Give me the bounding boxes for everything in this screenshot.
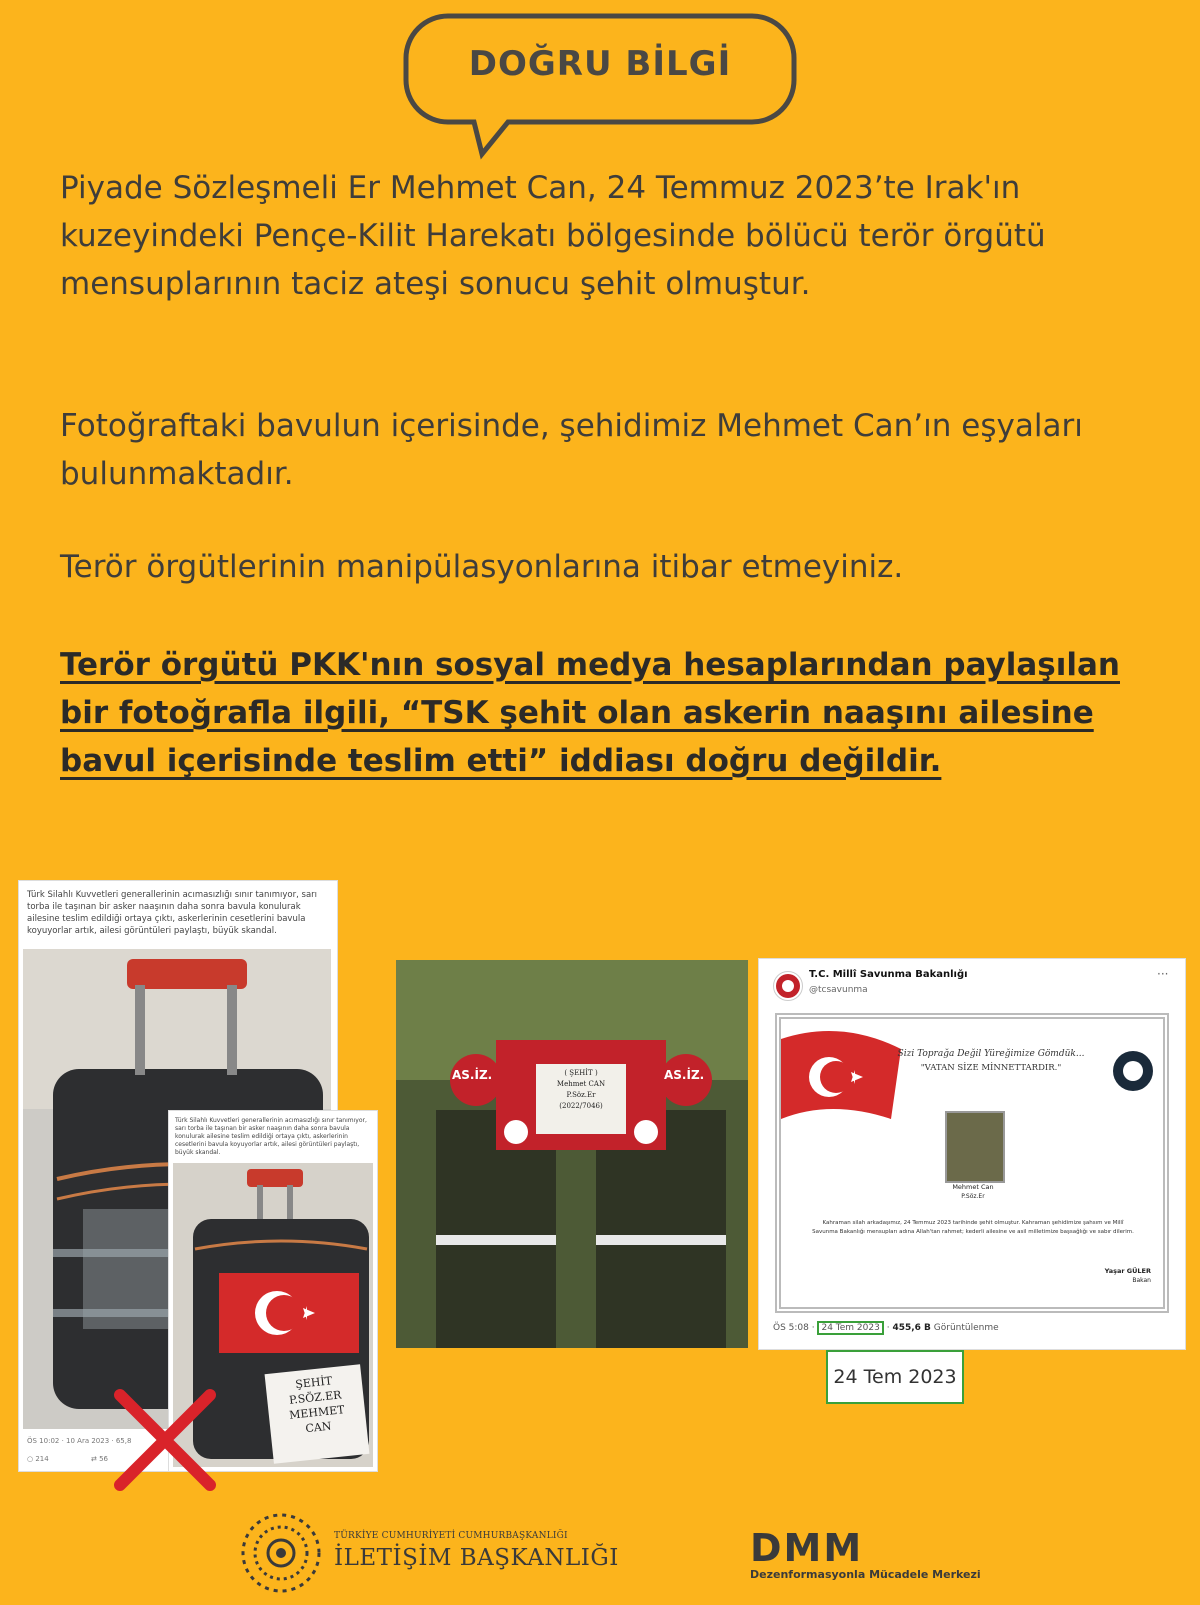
tweet-time: ÖS 5:08 · (773, 1323, 815, 1333)
repost-count: 56 (99, 1455, 108, 1463)
funeral-image (396, 960, 748, 1348)
fake-tweet-text-zoom: Türk Silahlı Kuvvetleri generallerinin acımasızlığı sınır tanımıyor, sarı torba ile taşınan bir asker naaşının daha sonra bavula konulurak ailesine teslim edildiği ortaya çıktı, askerlerinin cesetlerini bavula koyuyorlar artık, ailesi görüntüleri paylaştı, büyük skandal. (175, 1117, 367, 1156)
helmet-text-right: AS.İZ. (664, 1068, 705, 1082)
label-line-2: P.SÖZ.ER (288, 1388, 343, 1407)
label-line-4: CAN (304, 1419, 333, 1436)
coffin-line-4: (2022/7046) (559, 1102, 603, 1110)
fake-tweet-actions (27, 1455, 108, 1463)
repost-icon: ⇄ (90, 1455, 97, 1463)
certificate-body: Kahraman silah arkadaşımız, 24 Temmuz 2023 tarihinde şehit olmuştur. Kahraman şehidimize şahsım ve Millî Savunma Bakanlığı mensupları adına Allah'tan rahmet; kederli ailesine ve asil milletimize başsağlığı ve sabır dilerim. (812, 1220, 1134, 1235)
reply-icon: ○ (27, 1455, 34, 1463)
msb-tweet-meta: ÖS 5:08 · 24 Tem 2023 · 455,6 B Görüntülenme (773, 1323, 999, 1333)
claim-verdict-paragraph: Terör örgütü PKK'nın sosyal medya hesaplarından paylaşılan bir fotoğrafla ilgili, “TSK şehit olan askerin naaşını ailesine bavul içerisinde teslim etti” iddiası doğru değildir. (60, 647, 1120, 779)
date-callout: 24 Tem 2023 (826, 1350, 964, 1404)
badge-label: DOĞRU BİLGİ (468, 44, 732, 84)
view-count: 455,6 B (892, 1323, 931, 1333)
dmm-subtitle: Dezenformasyonla Mücadele Merkezi (750, 1568, 981, 1581)
signer-title: Bakan (1132, 1277, 1151, 1284)
label-line-1: ŞEHİT (294, 1374, 333, 1392)
handwritten-label (265, 1364, 370, 1464)
certificate-motto: "VATAN SİZE MİNNETTARDIR." (920, 1063, 1062, 1073)
org-name-line2: İLETİŞİM BAŞKANLIĞI (334, 1545, 619, 1571)
coffin-line-3: P.Söz.Er (566, 1091, 596, 1099)
dmm-logo: DMM (750, 1526, 864, 1570)
fake-tweet-meta: ÖS 10:02 · 10 Ara 2023 · 65,8 (27, 1437, 132, 1445)
more-options-icon: ··· (1157, 967, 1169, 981)
condolence-certificate (775, 1013, 1169, 1313)
signer-name: Yaşar GÜLER (1104, 1267, 1151, 1275)
org-name-line1: TÜRKİYE CUMHURİYETİ CUMHURBAŞKANLIĞI (334, 1531, 568, 1541)
speech-bubble-icon (400, 10, 800, 160)
soldier-rank: P.Söz.Er (961, 1193, 985, 1200)
statement-paragraph-1: Piyade Sözleşmeli Er Mehmet Can, 24 Temmuz 2023’te Irak'ın kuzeyindeki Pençe-Kilit Harekatı bölgesinde bölücü terör örgütü mensuplarının taciz ateşi sonucu şehit olmuştur. (60, 170, 1046, 302)
msb-tweet-card (758, 958, 1186, 1350)
tweet-date-highlight: 24 Tem 2023 (817, 1321, 883, 1335)
coffin-plate (536, 1068, 626, 1112)
account-handle: @tcsavunma (809, 985, 868, 995)
soldier-portrait (945, 1111, 1005, 1183)
statement-paragraph-2: Fotoğraftaki bavulun içerisinde, şehidimiz Mehmet Can’ın eşyaları bulunmaktadır. (60, 408, 1083, 492)
coffin-line-1: ( ŞEHİT ) (564, 1069, 598, 1077)
coffin-line-2: Mehmet CAN (556, 1080, 606, 1088)
funeral-photo (396, 960, 748, 1348)
statement-paragraph-3: Terör örgütlerinin manipülasyonlarına itibar etmeyiniz. (60, 549, 904, 585)
msb-avatar (773, 971, 803, 1001)
msb-emblem-icon (774, 972, 802, 1000)
turkish-flag-icon (781, 1019, 901, 1129)
account-name: T.C. Millî Savunma Bakanlığı (809, 969, 968, 980)
false-cross-icon (110, 1385, 220, 1495)
certificate-slogan: Sizi Toprağa Değil Yüreğimize Gömdük... (897, 1049, 1085, 1059)
view-label: Görüntülenme (933, 1323, 999, 1333)
fake-tweet-text: Türk Silahlı Kuvvetleri generallerinin acımasızlığı sınır tanımıyor, sarı torba ile taşınan bir asker naaşının daha sonra bavula konulurak ailesine teslim edildiği ortaya çıktı, askerlerinin cesetlerini bavula koyuyorlar artık, ailesi görüntüleri paylaştı, büyük skandal. (27, 890, 318, 936)
reply-count: 214 (35, 1455, 49, 1463)
presidency-emblem-icon (238, 1510, 324, 1596)
label-line-3: MEHMET (288, 1403, 346, 1422)
helmet-text-left: AS.İZ. (452, 1068, 493, 1082)
soldier-name: Mehmet Can (952, 1183, 994, 1191)
